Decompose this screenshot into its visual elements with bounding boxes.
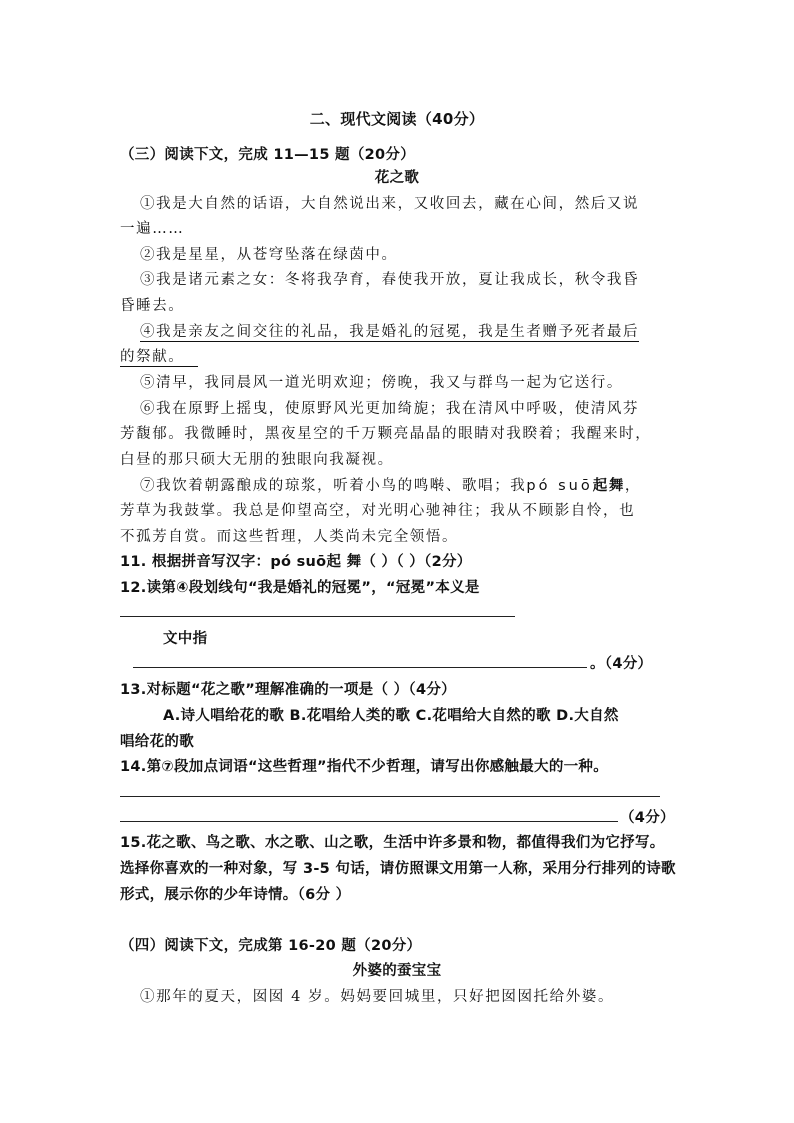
question-12-score: 。（4分）: [590, 656, 653, 672]
story-paragraph-1: ①那年的夏天，囡囡 4 岁。妈妈要回城里，只好把囡囡托给外婆。: [140, 989, 615, 1005]
question-14: 14.第⑦段加点词语“这些哲理”指代不少哲理，请写出你感触最大的一种。: [120, 759, 609, 775]
question-15-cont2: 形式，展示你的少年诗情。（6分 ）: [120, 887, 351, 903]
pinyin: pó suō: [526, 478, 593, 494]
paragraph-7-cont: 芳草为我鼓掌。我总是仰望高空，对光明心驰神往；我从不顾影自怜，也: [120, 503, 636, 519]
question-13-options-cont: 唱给花的歌: [120, 734, 194, 750]
part4-instruction: （四）阅读下文，完成第 16-20 题（20分）: [120, 938, 422, 954]
paragraph-4-underlined: [140, 320, 639, 341]
question-12-context: 文中指: [163, 631, 208, 647]
dotted-word: 起舞: [592, 478, 625, 494]
paragraph-3: ③我是诸元素之女：冬将我孕育，春使我开放，夏让我成长，秋令我昏: [140, 272, 640, 288]
part3-instruction: （三）阅读下文，完成 11—15 题（20分）: [120, 147, 416, 163]
paragraph-4-cont: 的祭献。: [120, 345, 198, 367]
underlined-sentence: ④我是亲友之间交往的礼品，我是婚礼的冠冕，我是生者赠予死者最后: [140, 324, 640, 340]
paragraph-6-cont: 芳馥郁。我微睡时，黑夜星空的千万颗亮晶晶的眼睛对我睽着；我醒来时，: [120, 426, 652, 442]
question-15-cont: 选择你喜欢的一种对象，写 3-5 句话，请仿照课文用第一人称，采用分行排列的诗歌: [120, 861, 676, 877]
question-15: 15.花之歌、鸟之歌、水之歌、山之歌，生活中许多景和物，都值得我们为它抒写。: [120, 835, 665, 851]
question-11: 11. 根据拼音写汉字：pó suō起 舞（ ）（ ）（2分）: [120, 554, 472, 570]
paragraph-7-cont2: 不孤芳自赏。而这些哲理，人类尚未完全领悟。: [120, 529, 459, 545]
paragraph-1-cont: 一遍……: [120, 221, 185, 237]
answer-line[interactable]: [120, 796, 660, 797]
question-14-score: （4分）: [620, 810, 675, 826]
paragraph-6-cont2: 白昼的那只硕大无朋的独眼向我凝视。: [120, 452, 394, 468]
answer-line[interactable]: [120, 616, 515, 617]
paragraph-3-cont: 昏睡去。: [120, 298, 185, 314]
question-12: 12.读第④段划线句“我是婚礼的冠冕”，“冠冕”本义是: [120, 580, 480, 596]
answer-line[interactable]: [133, 667, 587, 668]
paragraph-2: ②我是星星，从苍穹坠落在绿茵中。: [140, 247, 398, 263]
poem-title: 花之歌: [374, 170, 420, 186]
question-13: 13.对标题“花之歌”理解准确的一项是（ ）（4分）: [120, 682, 456, 698]
section-title: 二、现代文阅读（40分）: [309, 110, 485, 128]
story-title: 外婆的蚕宝宝: [352, 963, 442, 979]
question-13-options: A.诗人唱给花的歌 B.花唱给人类的歌 C.花唱给大自然的歌 D.大自然: [163, 708, 619, 724]
paragraph-5: ⑤清早，我同晨风一道光明欢迎；傍晚，我又与群鸟一起为它送行。: [140, 375, 623, 391]
paragraph-7: ⑦我饮着朝露酿成的琼浆，听着小鸟的鸣啭、歌唱；我pó suō起舞，: [140, 478, 642, 494]
paragraph-6: ⑥我在原野上摇曳，使原野风光更加绮旎；我在清风中呼吸，使清风芬: [140, 401, 640, 417]
answer-line[interactable]: [120, 821, 618, 822]
paragraph-1: ①我是大自然的话语，大自然说出来，又收回去，藏在心间，然后又说: [140, 196, 640, 212]
